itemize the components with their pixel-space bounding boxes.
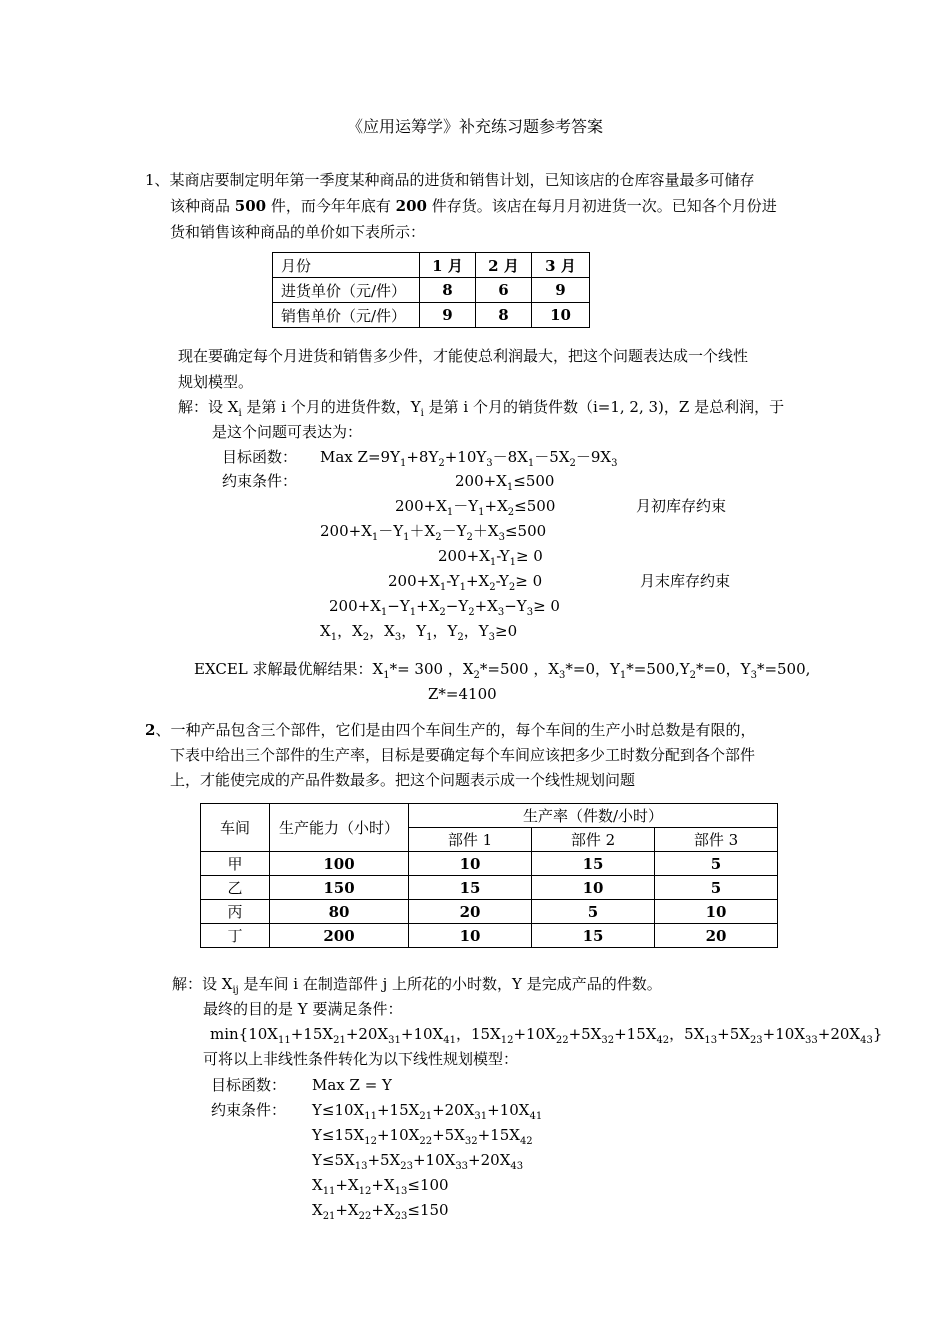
p1-question-1: 现在要确定每个月进货和销售多少件，才能使总利润最大，把这个问题表达成一个线性 [178,347,749,365]
p2-constraint-label: 约束条件： [211,1101,287,1119]
p2-min-expression: $\min\{10X_{11}+15X_{21}+20X_{31}+10X_{41}$，$15X_{12}+10X_{22}+5X_{32}+15X_{42}$，$5X_{13}+5X_{23}+10X_{33}+20X_{43}$} [210,1025,883,1046]
p2-line1: 2、一种产品包含三个部件，它们是由四个车间生产的，每个车间的生产小时总数是有限的， [145,721,756,739]
p1-line1: 1、某商店要制定明年第一季度某种商品的进货和销售计划，已知该店的仓库容量最多可储存 [145,171,755,189]
p2-objective: Max Z = Y [312,1076,392,1094]
p2-objective-label: 目标函数： [211,1076,287,1094]
table-row: 丙 80 20 5 10 [201,900,778,924]
table-row: 甲 100 10 15 5 [201,852,778,876]
p1-constraint: $200+X_1-Y_1+X_2-Y_2+X_3-Y_3\ge 0$ [329,597,560,618]
p2-constraint: $X_{21}+X_{22}+X_{23}\le 150$ [312,1201,449,1222]
table-row: 车间 生产能力（小时） 生产率（件数/小时） [201,804,778,828]
p1-question-2: 规划模型。 [178,373,254,391]
p2-constraint: $Y\le 5X_{13}+5X_{23}+10X_{33}+20X_{43}$ [312,1151,524,1172]
table-row: 部件 1 部件 2 部件 3 [201,828,778,852]
p2-solution-2: 最终的目的是 Y 要满足条件： [203,1000,403,1018]
p2-solution-4: 可将以上非线性条件转化为以下线性规划模型： [203,1050,519,1068]
p1-note-end: 月末库存约束 [640,572,731,590]
p1-nonneg: $X_1$，$X_2$，$X_3$，$Y_1$，$Y_2$，$Y_3\ge 0$ [320,622,518,643]
production-table [200,803,778,948]
p1-excel-result: EXCEL 求解最优解结果：$X_1*= 300$ ，$X_2*=500$ ，$X_3*=0$，$Y_1*=500,Y_2*=0$，$Y_3*=500$, [194,660,811,681]
p1-excel-z: Z*=4100 [428,685,497,703]
table-row: 销售单价（元/件） 9 8 10 [273,303,590,328]
p1-objective-label: 目标函数： [222,448,298,466]
p1-solution-2: 是这个问题可表达为： [212,423,363,441]
p1-constraint: $200+X_1\le 500$ [455,472,555,493]
p1-line3: 货和销售该种商品的单价如下表所示： [170,223,426,241]
p1-note-early: 月初库存约束 [636,497,727,515]
table-row: 进货单价（元/件） 8 6 9 [273,278,590,303]
p2-solution: 解：设 $X_{ij}$ 是车间 i 在制造部件 j 上所花的小时数，Y 是完成产品的件数。 [172,975,662,996]
p1-solution: 解：设 $X_i$ 是第 i 个月的进货件数，$Y_i$ 是第 i 个月的销货件数（i=1, 2, 3)，Z 是总利润，于 [178,398,785,419]
p1-constraint: $200+X_1-Y_1+X_2-Y_2+X_3\le 500$ [320,522,547,543]
p1-constraint: $200+X_1-Y_1\ge 0$ [438,547,543,568]
table-row: 丁 200 10 15 20 [201,924,778,948]
p2-line2: 下表中给出三个部件的生产率，目标是要确定每个车间应该把多少工时数分配到各个部件 [170,746,756,764]
p2-constraint: $Y\le 15X_{12}+10X_{22}+5X_{32}+15X_{42}$ [312,1126,533,1147]
p1-line2: 该种商品 500 件，而今年年底有 200 件存货。该店在每月月初进货一次。已知各个月份进 [170,197,777,215]
p1-constraint: $200+X_1-Y_1+X_2-Y_2\ge 0$ [388,572,543,593]
price-table [272,252,590,328]
table-row: 月份 1 月 2 月 3 月 [273,253,590,278]
p2-constraint: $Y\le 10X_{11}+15X_{21}+20X_{31}+10X_{41}$ [312,1101,543,1122]
p2-line3: 上，才能使完成的产品件数最多。把这个问题表示成一个线性规划问题 [170,771,636,789]
p1-constraint: $200+X_1-Y_1+X_2\le 500$ [395,497,556,518]
p1-objective: Max $Z=9Y_1+8Y_2+10Y_3-8X_1-5X_2-9X_3$ [320,448,618,469]
table-row: 乙 150 15 10 5 [201,876,778,900]
p2-constraint: $X_{11}+X_{12}+X_{13}\le 100$ [312,1176,449,1197]
p1-constraint-label: 约束条件： [222,472,298,490]
page-title: 《应用运筹学》补充练习题参考答案 [346,117,603,136]
